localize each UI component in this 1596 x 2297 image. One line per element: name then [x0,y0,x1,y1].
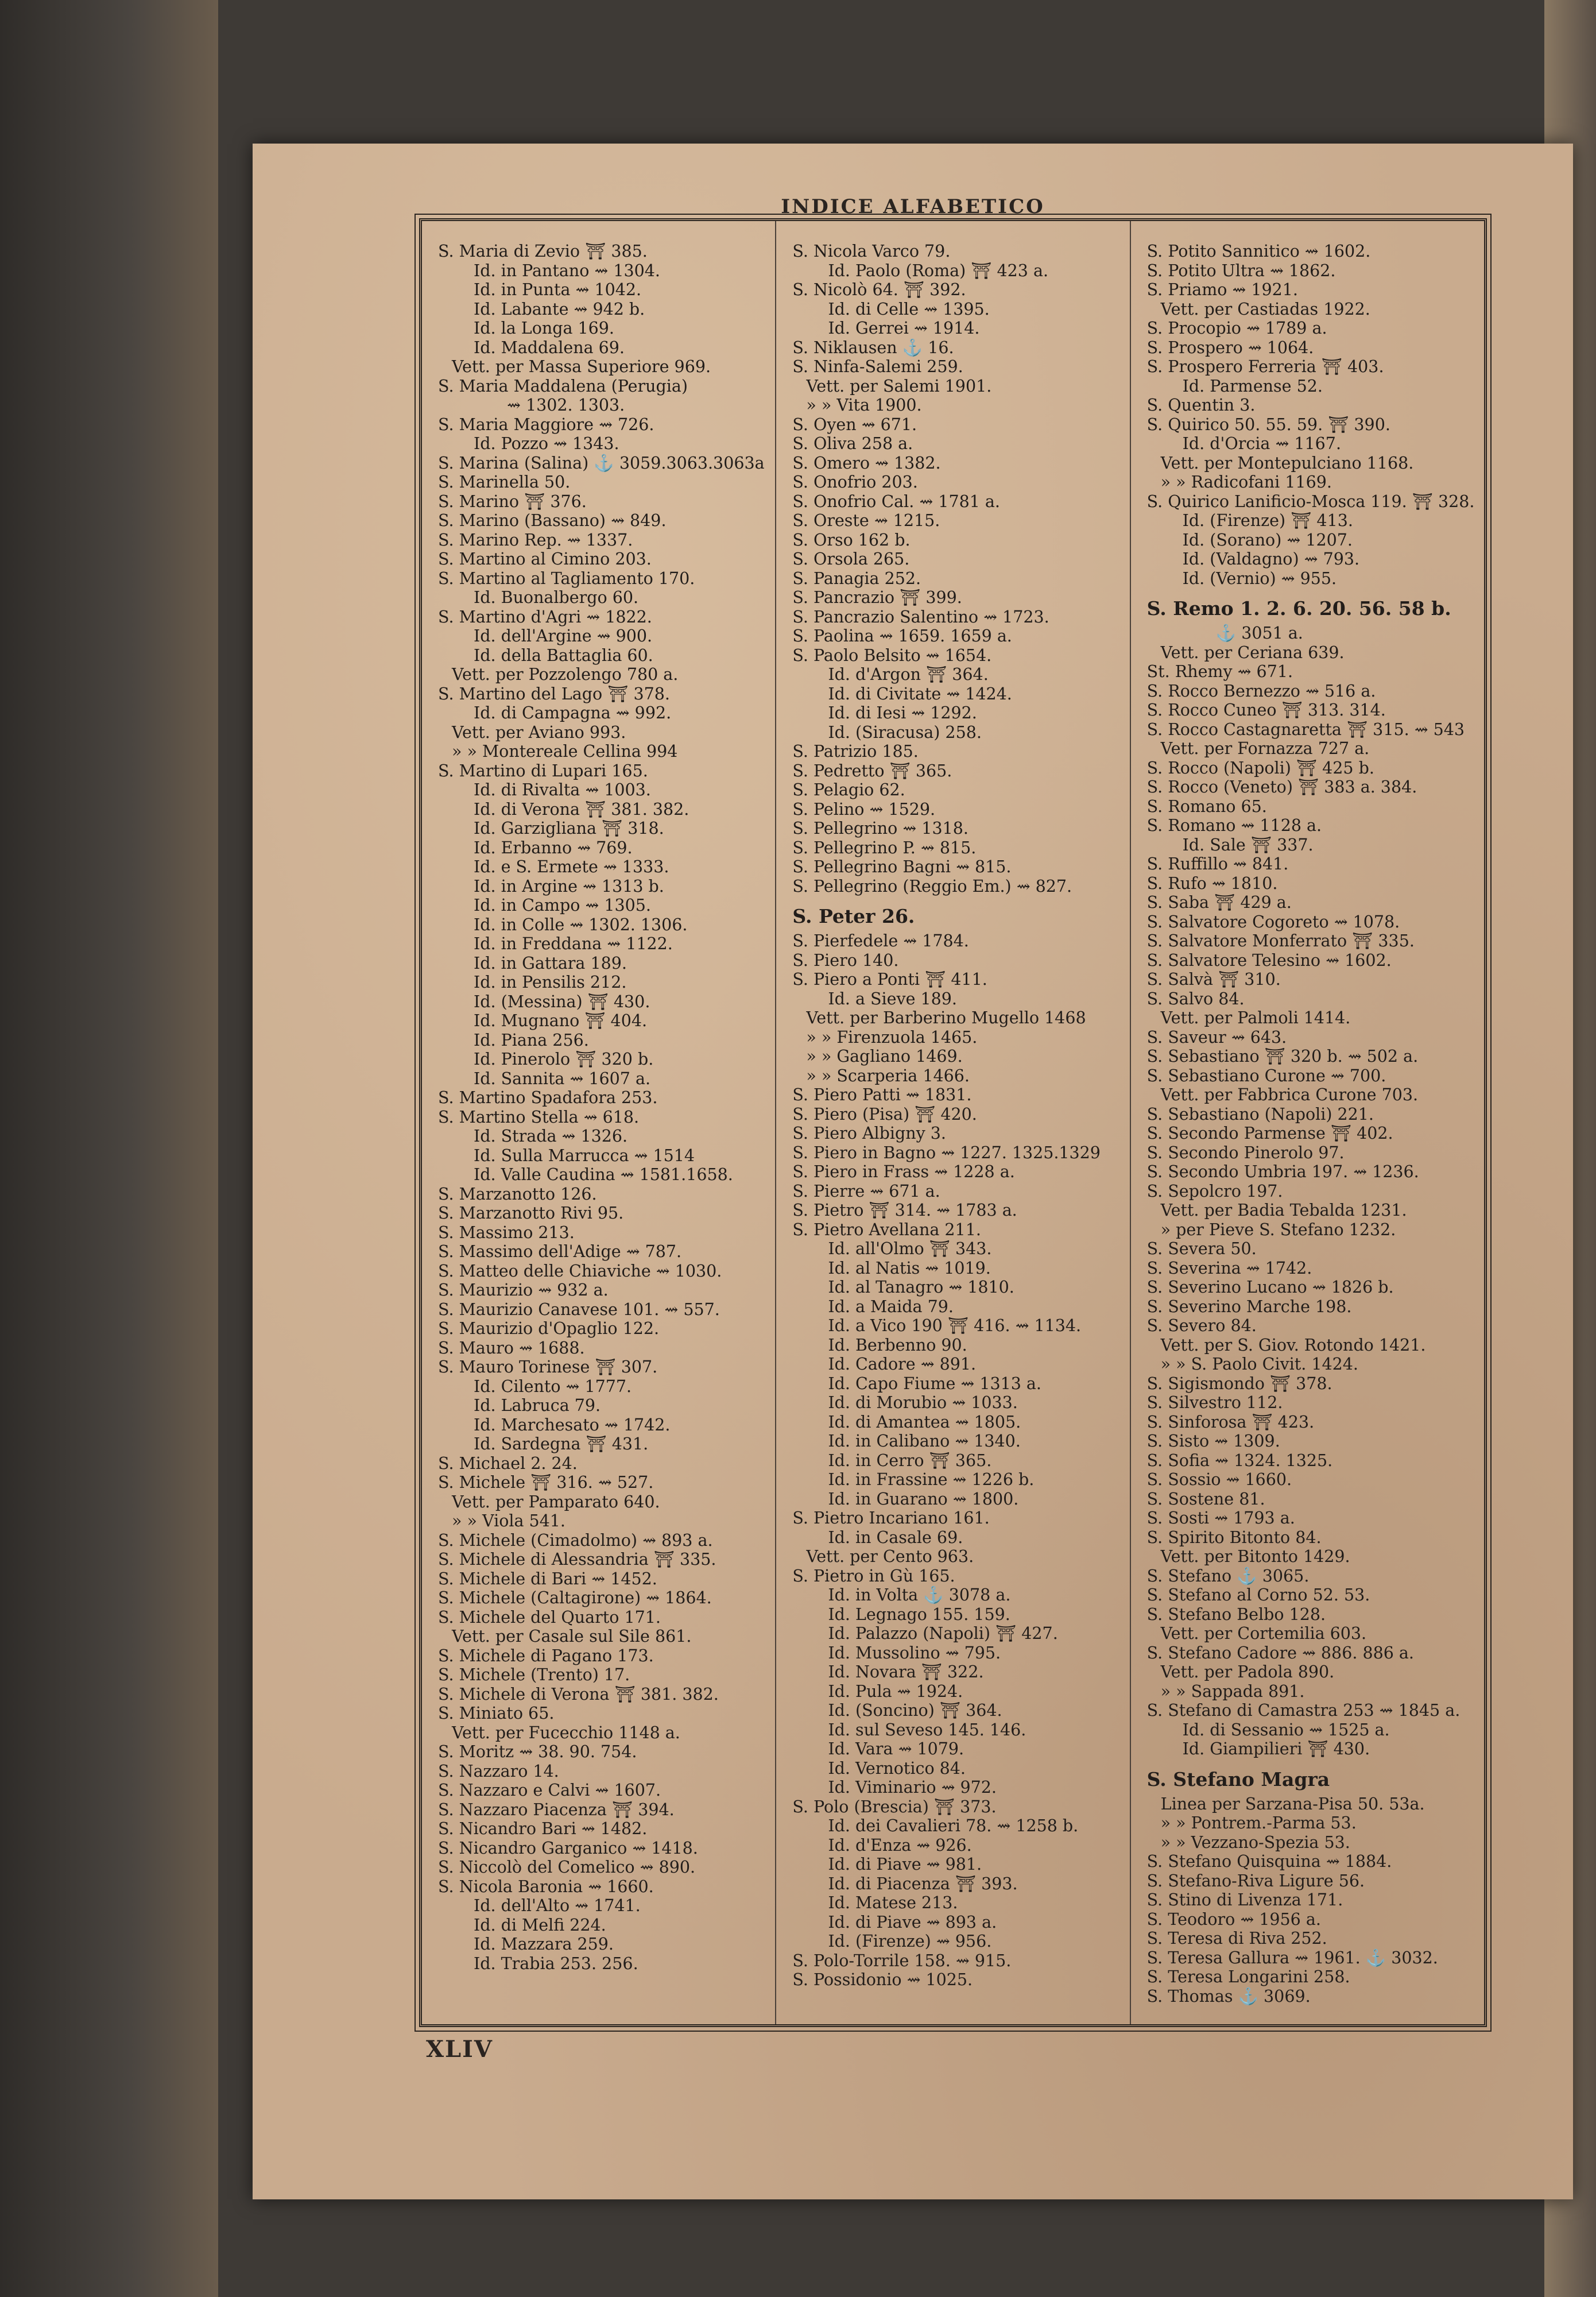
index-entry: S. Severina ⇝ 1742. [1146,1258,1312,1278]
index-entry: Id. (Valdagno) ⇝ 793. [1182,550,1360,569]
index-entry: Vett. per Casale sul Sile 861. [452,1627,692,1646]
book-page [253,144,1573,2199]
index-entry: Id. in Pantano ⇝ 1304. [474,261,660,280]
index-entry: Id. in Gattara 189. [474,953,627,973]
index-entry: S. Teresa Gallura ⇝ 1961. ⚓ 3032. [1146,1948,1438,1967]
index-column-2 [776,221,1130,2024]
index-entry: Id. in Argine ⇝ 1313 b. [474,876,664,896]
index-entry: S. Moritz ⇝ 38. 90. 754. [438,1742,637,1761]
index-entry: Id. al Natis ⇝ 1019. [828,1258,991,1278]
index-entry: Vett. per Fucecchio 1148 a. [452,1723,680,1742]
index-entry: S. Pellegrino P. ⇝ 815. [792,838,977,857]
index-entry: Vett. per Salemi 1901. [806,376,992,396]
index-entry: S. Stefano Belbo 128. [1146,1604,1326,1624]
index-entry: S. Piero (Pisa) ⛩ 420. [792,1104,977,1124]
index-entry: Id. a Vico 190 ⛩ 416. ⇝ 1134. [828,1316,1082,1335]
index-entry: S. Stefano Cadore ⇝ 886. 886 a. [1146,1643,1414,1662]
index-entry: S. Michele del Quarto 171. [438,1607,661,1627]
index-entry: S. Teresa Longarini 258. [1146,1967,1350,1986]
index-entry: S. Piero in Frass ⇝ 1228 a. [792,1162,1015,1181]
index-entry: Id. di Piave ⇝ 893 a. [828,1912,997,1932]
index-entry: S. Marino (Bassano) ⇝ 849. [438,511,667,530]
index-entry: S. Salvà ⛩ 310. [1146,970,1281,989]
index-entry: S. Pierre ⇝ 671 a. [792,1181,940,1201]
index-entry: S. Sostene 81. [1146,1489,1265,1509]
index-entry: Id. Cilento ⇝ 1777. [474,1376,632,1396]
index-entry: » » Scarperia 1466. [806,1066,970,1085]
index-entry: » » Viola 541. [452,1511,565,1530]
index-entry: Id. in Campo ⇝ 1305. [474,896,651,915]
index-entry: Id. in Pensilis 212. [474,973,627,992]
index-entry: S. Marino ⛩ 376. [438,492,587,511]
index-entry: S. Sigismondo ⛩ 378. [1146,1374,1332,1393]
index-entry: Id. Labruca 79. [474,1396,601,1415]
index-entry: Id. Pozzo ⇝ 1343. [474,434,619,453]
index-entry: S. Rocco Cuneo ⛩ 313. 314. [1146,701,1386,720]
index-entry: Id. Giampilieri ⛩ 430. [1182,1739,1370,1758]
index-entry: Id. di Celle ⇝ 1395. [828,299,990,319]
index-entry: S. Silvestro 112. [1146,1393,1283,1412]
index-entry: Id. di Amantea ⇝ 1805. [828,1412,1021,1432]
index-entry: S. Sinforosa ⛩ 423. [1146,1412,1315,1432]
index-entry: S. Nicola Baronia ⇝ 1660. [438,1877,654,1896]
index-entry: S. Orso 162 b. [792,530,911,550]
index-entry: S. Sosti ⇝ 1793 a. [1146,1509,1295,1528]
index-entry: Id. in Volta ⚓ 3078 a. [828,1586,1011,1604]
index-entry: S. Sepolcro 197. [1146,1181,1283,1201]
index-entry: S. Possidonio ⇝ 1025. [792,1970,973,1989]
index-entry: Id. dell'Argine ⇝ 900. [474,627,653,645]
index-entry: Id. (Sorano) ⇝ 1207. [1182,530,1353,550]
index-entry: Id. in Calibano ⇝ 1340. [828,1432,1021,1451]
index-entry: S. Nicolò 64. ⛩ 392. [792,280,966,299]
index-entry: S. Pierfedele ⇝ 1784. [792,931,969,950]
index-entry: Vett. per Cento 963. [806,1547,974,1566]
index-entry: ⇝ 1302. 1303. [507,396,625,415]
index-entry: Id. Palazzo (Napoli) ⛩ 427. [828,1624,1058,1643]
index-entry: Id. al Tanagro ⇝ 1810. [828,1278,1014,1297]
index-entry: S. Piero Albigny 3. [792,1124,946,1143]
index-entry: S. Maurizio ⇝ 932 a. [438,1281,609,1300]
index-entry: Id. Valle Caudina ⇝ 1581.1658. [474,1165,733,1184]
index-entry: Vett. per S. Giov. Rotondo 1421. [1160,1335,1426,1355]
index-entry: S. Onofrio Cal. ⇝ 1781 a. [792,492,1000,511]
index-entry: S. Marina (Salina) ⚓ 3059.3063.3063a [438,453,765,473]
index-entry: Id. Trabia 253. 256. [474,1954,638,1973]
index-entry: S. Polo-Torrile 158. ⇝ 915. [792,1951,1012,1970]
index-entry: » » Montereale Cellina 994 [452,742,678,761]
index-entry: Id. Sardegna ⛩ 431. [474,1434,649,1453]
index-entry: S. Nazzaro 14. [438,1761,559,1781]
index-entry: Id. di Morubio ⇝ 1033. [828,1393,1018,1412]
index-entry: S. Michele di Bari ⇝ 1452. [438,1569,657,1588]
index-entry: S. Rocco (Veneto) ⛩ 383 a. 384. [1146,778,1417,796]
index-entry: Id. di Civitate ⇝ 1424. [828,684,1012,703]
index-entry: S. Procopio ⇝ 1789 a. [1146,319,1327,338]
index-heading: S. Remo 1. 2. 6. 20. 56. 58 b. [1146,597,1451,620]
index-entry: Id. Cadore ⇝ 891. [828,1355,977,1374]
index-entry: S. Salvatore Monferrato ⛩ 335. [1146,931,1415,950]
index-entry: S. Piero 140. [792,950,899,970]
index-entry: S. Piero Patti ⇝ 1831. [792,1085,972,1104]
index-entry: S. Quirico 50. 55. 59. ⛩ 390. [1146,415,1390,434]
index-entry: S. Martino di Lupari 165. [438,761,648,780]
index-entry: Id. di Melfi 224. [474,1915,606,1935]
index-entry: S. Salvatore Telesino ⇝ 1602. [1146,950,1392,970]
index-entry: S. Secondo Pinerolo 97. [1146,1143,1345,1162]
index-entry: Id. dell'Alto ⇝ 1741. [474,1896,641,1915]
index-entry: Id. Garzigliana ⛩ 318. [474,819,664,838]
index-entry: S. Rufo ⇝ 1810. [1146,873,1278,893]
index-entry: S. Sebastiano (Napoli) 221. [1146,1104,1374,1124]
index-entry: Linea per Sarzana-Pisa 50. 53a. [1160,1794,1425,1813]
index-entry: Id. d'Orcia ⇝ 1167. [1182,434,1342,453]
index-entry: Id. di Piacenza ⛩ 393. [828,1874,1018,1893]
index-entry: Id. in Cerro ⛩ 365. [828,1451,992,1470]
index-entry: Id. (Messina) ⛩ 430. [474,992,650,1011]
index-entry: S. Rocco (Napoli) ⛩ 425 b. [1146,758,1374,778]
index-entry: S. Ruffillo ⇝ 841. [1146,854,1289,873]
index-entry: Vett. per Fornazza 727 a. [1160,739,1370,758]
index-entry: Id. (Soncino) ⛩ 364. [828,1701,1002,1720]
index-entry: Id. Buonalbergo 60. [474,588,639,607]
index-entry: S. Thomas ⚓ 3069. [1146,1986,1311,2006]
index-entry: S. Patrizio 185. [792,742,919,761]
index-entry: Vett. per Ceriana 639. [1160,643,1345,662]
index-entry: S. Massimo dell'Adige ⇝ 787. [438,1242,682,1261]
index-entry: Id. a Maida 79. [828,1297,954,1316]
index-entry: S. Stefano ⚓ 3065. [1146,1566,1310,1586]
index-heading: S. Stefano Magra [1146,1768,1330,1791]
index-entry: Vett. per Aviano 993. [452,722,626,742]
index-entry: S. Nicandro Bari ⇝ 1482. [438,1819,648,1838]
index-entry: Id. di Verona ⛩ 381. 382. [474,799,689,819]
index-entry: Id. in Frassine ⇝ 1226 b. [828,1470,1035,1489]
index-entry: S. Michele (Trento) 17. [438,1665,630,1684]
index-entry: S. Sebastiano ⛩ 320 b. ⇝ 502 a. [1146,1047,1419,1066]
index-entry: S. Martino del Lago ⛩ 378. [438,684,670,703]
index-entry: S. Rocco Castagnaretta ⛩ 315. ⇝ 543 [1146,720,1465,739]
index-entry: S. Stefano Quisquina ⇝ 1884. [1146,1852,1392,1871]
index-entry: Id. di Sessanio ⇝ 1525 a. [1182,1720,1390,1739]
index-entry: Id. (Firenze) ⇝ 956. [828,1932,992,1951]
index-column-3 [1131,221,1484,2024]
index-entry: Id. (Vernio) ⇝ 955. [1182,569,1337,588]
index-entry: S. Romano 65. [1146,796,1267,816]
index-entry: Id. a Sieve 189. [828,989,957,1008]
index-entry: Id. Viminario ⇝ 972. [828,1778,997,1797]
index-entry: S. Prospero ⇝ 1064. [1146,338,1314,357]
index-entry: S. Maurizio d'Opaglio 122. [438,1319,660,1338]
index-entry: S. Pellegrino ⇝ 1318. [792,819,969,838]
index-entry: S. Maurizio Canavese 101. ⇝ 557. [438,1300,720,1319]
index-entry: S. Stefano di Camastra 253 ⇝ 1845 a. [1146,1701,1461,1720]
index-entry: Vett. per Badia Tebalda 1231. [1160,1201,1407,1220]
index-entry: S. Piero in Bagno ⇝ 1227. 1325.1329 [792,1143,1101,1162]
index-entry: S. Sossio ⇝ 1660. [1146,1470,1292,1489]
index-entry: Id. Pinerolo ⛩ 320 b. [474,1050,654,1069]
index-entry: S. Priamo ⇝ 1921. [1146,280,1298,299]
index-entry: S. Severino Marche 198. [1146,1297,1352,1316]
index-entry: Id. d'Argon ⛩ 364. [828,665,989,684]
index-entry: Id. Maddalena 69. [474,338,625,357]
index-entry: Id. in Colle ⇝ 1302. 1306. [474,915,688,934]
index-entry: S. Michele di Verona ⛩ 381. 382. [438,1684,719,1704]
index-entry: S. Pellegrino (Reggio Em.) ⇝ 827. [792,876,1072,896]
index-entry: S. Teresa di Riva 252. [1146,1929,1327,1948]
index-entry: Id. in Casale 69. [828,1528,963,1547]
index-entry: Id. dei Cavalieri 78. ⇝ 1258 b. [828,1816,1079,1835]
index-entry: Vett. per Pamparato 640. [452,1492,660,1511]
index-entry: Id. Vernotico 84. [828,1758,966,1778]
index-entry: S. Panagia 252. [792,569,921,588]
index-entry: S. Martino al Tagliamento 170. [438,569,695,588]
index-entry: S. Piero a Ponti ⛩ 411. [792,970,987,989]
index-entry: S. Niklausen ⚓ 16. [792,338,954,357]
index-entry: S. Stino di Livenza 171. [1146,1890,1343,1909]
index-entry: S. Massimo 213. [438,1223,575,1242]
index-entry: Id. Legnago 155. 159. [828,1604,1010,1624]
index-entry: S. Mauro Torinese ⛩ 307. [438,1358,658,1376]
index-entry: S. Severa 50. [1146,1239,1257,1258]
index-entry: S. Secondo Umbria 197. ⇝ 1236. [1146,1162,1419,1181]
index-entry: S. Paolo Belsito ⇝ 1654. [792,645,992,665]
index-entry: S. Saba ⛩ 429 a. [1146,893,1292,912]
page-number: XLIV [426,2036,493,2063]
index-entry: S. Pancrazio Salentino ⇝ 1723. [792,607,1049,627]
index-entry: S. Stefano-Riva Ligure 56. [1146,1871,1365,1890]
index-entry: Id. Sulla Marrucca ⇝ 1514 [474,1146,695,1165]
index-entry: Id. all'Olmo ⛩ 343. [828,1239,992,1258]
index-entry: S. Mauro ⇝ 1688. [438,1338,585,1358]
index-entry: Vett. per Padola 890. [1160,1662,1335,1681]
index-entry: S. Michele di Pagano 173. [438,1646,654,1665]
index-entry: S. Severo 84. [1146,1316,1257,1335]
index-entry: S. Marino Rep. ⇝ 1337. [438,530,633,550]
index-entry: Vett. per Pozzolengo 780 a. [452,665,679,684]
index-entry: S. Niccolò del Comelico ⇝ 890. [438,1858,696,1877]
index-entry: Id. (Firenze) ⛩ 413. [1182,511,1353,530]
index-entry: S. Nazzaro Piacenza ⛩ 394. [438,1800,675,1819]
index-entry: Id. e S. Ermete ⇝ 1333. [474,857,669,876]
page-header: INDICE ALFABETICO [781,195,1045,218]
index-entry: » » Firenzuola 1465. [806,1027,978,1047]
index-entry: Id. d'Enza ⇝ 926. [828,1835,972,1855]
index-entry: S. Michael 2. 24. [438,1453,578,1473]
index-entry: S. Michele di Alessandria ⛩ 335. [438,1550,716,1569]
index-entry: S. Martino d'Agri ⇝ 1822. [438,607,652,627]
index-entry: Id. Berbenno 90. [828,1335,967,1355]
index-entry: S. Quirico Lanificio-Mosca 119. ⛩ 328. [1146,492,1475,511]
index-entry: S. Martino Spadafora 253. [438,1088,658,1107]
index-entry: Id. Parmense 52. [1182,376,1323,396]
index-entry: S. Sebastiano Curone ⇝ 700. [1146,1066,1386,1085]
index-entry: Vett. per Massa Superiore 969. [452,357,711,376]
index-entry: S. Stefano al Corno 52. 53. [1146,1586,1370,1604]
index-entry: S. Oyen ⇝ 671. [792,415,917,434]
index-entry: Id. Erbanno ⇝ 769. [474,838,633,857]
index-entry: Id. Vara ⇝ 1079. [828,1739,964,1758]
index-entry: S. Pellegrino Bagni ⇝ 815. [792,857,1012,876]
index-entry: S. Pietro ⛩ 314. ⇝ 1783 a. [792,1201,1017,1220]
index-entry: ⚓ 3051 a. [1215,624,1303,643]
index-column-1 [422,221,776,2024]
index-entry: S. Pelagio 62. [792,780,905,799]
index-entry: S. Maria di Zevio ⛩ 385. [438,242,648,261]
index-entry: Vett. per Bitonto 1429. [1160,1547,1350,1566]
index-entry: Id. in Punta ⇝ 1042. [474,280,642,299]
background-left [0,0,218,2297]
index-entry: Id. di Rivalta ⇝ 1003. [474,780,651,799]
index-entry: S. Marinella 50. [438,473,571,492]
index-entry: » » Sappada 891. [1160,1681,1305,1701]
index-entry: S. Romano ⇝ 1128 a. [1146,816,1322,835]
index-entry: Id. Capo Fiume ⇝ 1313 a. [828,1374,1041,1393]
index-entry: S. Prospero Ferreria ⛩ 403. [1146,357,1384,376]
index-entry: » » S. Paolo Civit. 1424. [1160,1355,1358,1374]
index-entry: S. Omero ⇝ 1382. [792,453,941,473]
index-entry: S. Nazzaro e Calvi ⇝ 1607. [438,1781,661,1800]
index-entry: » » Vezzano-Spezia 53. [1160,1832,1350,1852]
index-entry: S. Maria Maggiore ⇝ 726. [438,415,654,434]
index-entry: Id. Pula ⇝ 1924. [828,1681,963,1701]
index-entry: Id. Sale ⛩ 337. [1182,835,1314,854]
index-entry: Id. Piana 256. [474,1030,589,1050]
index-entry: Vett. per Cortemilia 603. [1160,1624,1367,1643]
index-entry: Id. sul Seveso 145. 146. [828,1720,1026,1739]
index-entry: Id. di Campagna ⇝ 992. [474,703,672,722]
index-entry: S. Pietro in Gù 165. [792,1566,955,1586]
index-entry: Id. Gerrei ⇝ 1914. [828,319,980,338]
index-entry: S. Pedretto ⛩ 365. [792,761,952,780]
index-entry: S. Nicola Varco 79. [792,242,951,261]
index-entry: S. Pancrazio ⛩ 399. [792,588,962,607]
index-entry: S. Michele (Caltagirone) ⇝ 1864. [438,1588,712,1607]
index-entry: S. Spirito Bitonto 84. [1146,1528,1322,1547]
index-entry: » » Pontrem.-Parma 53. [1160,1813,1357,1832]
index-entry: Vett. per Montepulciano 1168. [1160,453,1414,473]
index-entry: St. Rhemy ⇝ 671. [1146,662,1293,681]
index-entry: » » Vita 1900. [806,396,922,415]
index-entry: S. Pietro Incariano 161. [792,1509,990,1528]
index-entry: S. Sisto ⇝ 1309. [1146,1432,1280,1451]
index-entry: Id. in Freddana ⇝ 1122. [474,934,673,953]
index-entry: S. Martino Stella ⇝ 618. [438,1107,640,1127]
index-entry: » per Pieve S. Stefano 1232. [1160,1220,1396,1239]
index-entry: Id. della Battaglia 60. [474,645,653,665]
index-entry: S. Oliva 258 a. [792,434,913,453]
index-entry: S. Nicandro Garganico ⇝ 1418. [438,1838,698,1858]
index-entry: Id. di Piave ⇝ 981. [828,1855,982,1874]
index-entry: » » Gagliano 1469. [806,1047,963,1066]
index-entry: S. Salvatore Cogoreto ⇝ 1078. [1146,912,1400,931]
index-entry: S. Paolina ⇝ 1659. 1659 a. [792,627,1012,645]
index-entry: Id. Paolo (Roma) ⛩ 423 a. [828,261,1049,280]
index-entry: S. Oreste ⇝ 1215. [792,511,940,530]
index-entry: S. Severino Lucano ⇝ 1826 b. [1146,1278,1394,1297]
index-entry: S. Pelino ⇝ 1529. [792,799,936,819]
index-entry: S. Secondo Parmense ⛩ 402. [1146,1124,1393,1143]
index-entry: S. Polo (Brescia) ⛩ 373. [792,1797,997,1816]
index-entry: S. Onofrio 203. [792,473,918,492]
index-entry: S. Maria Maddalena (Perugia) [438,376,688,396]
index-entry: Id. in Guarano ⇝ 1800. [828,1489,1019,1509]
index-entry: S. Salvo 84. [1146,989,1245,1008]
index-entry: S. Michele (Cimadolmo) ⇝ 893 a. [438,1530,713,1550]
index-entry: » » Radicofani 1169. [1160,473,1332,492]
index-entry: Vett. per Fabbrica Curone 703. [1160,1085,1419,1104]
index-entry: S. Quentin 3. [1146,396,1256,415]
index-entry: S. Orsola 265. [792,550,910,569]
index-heading: S. Peter 26. [792,905,915,927]
index-entry: S. Rocco Bernezzo ⇝ 516 a. [1146,681,1376,701]
index-entry: S. Matteo delle Chiaviche ⇝ 1030. [438,1261,722,1281]
index-entry: S. Marzanotto Rivi 95. [438,1204,624,1223]
index-entry: Id. Mugnano ⛩ 404. [474,1011,648,1030]
index-entry: Id. Mazzara 259. [474,1935,614,1954]
index-entry: S. Ninfa-Salemi 259. [792,357,963,376]
index-entry: S. Pietro Avellana 211. [792,1220,981,1239]
index-entry: Id. di Iesi ⇝ 1292. [828,703,977,722]
index-entry: S. Sofia ⇝ 1324. 1325. [1146,1451,1333,1470]
index-entry: Id. (Siracusa) 258. [828,722,982,742]
index-entry: S. Michele ⛩ 316. ⇝ 527. [438,1473,654,1492]
index-frame [419,218,1487,2027]
index-entry: Id. Strada ⇝ 1326. [474,1127,628,1146]
index-entry: S. Saveur ⇝ 643. [1146,1027,1287,1047]
index-entry: Id. Novara ⛩ 322. [828,1662,984,1681]
index-entry: Id. Marchesato ⇝ 1742. [474,1415,671,1434]
index-entry: S. Marzanotto 126. [438,1184,597,1204]
index-entry: Vett. per Castiadas 1922. [1160,299,1370,319]
index-entry: Vett. per Barberino Mugello 1468 [806,1008,1086,1027]
index-entry: Vett. per Palmoli 1414. [1160,1008,1351,1027]
index-entry: Id. Mussolino ⇝ 795. [828,1643,1001,1662]
index-entry: S. Potito Ultra ⇝ 1862. [1146,261,1336,280]
index-entry: S. Miniato 65. [438,1704,555,1723]
index-entry: S. Potito Sannitico ⇝ 1602. [1146,242,1371,261]
index-entry: Id. la Longa 169. [474,319,614,338]
index-entry: S. Teodoro ⇝ 1956 a. [1146,1909,1321,1929]
index-entry: S. Martino al Cimino 203. [438,550,652,569]
index-entry: Id. Labante ⇝ 942 b. [474,299,645,319]
index-entry: Id. Sannita ⇝ 1607 a. [474,1069,651,1088]
index-entry: Id. Matese 213. [828,1893,958,1912]
